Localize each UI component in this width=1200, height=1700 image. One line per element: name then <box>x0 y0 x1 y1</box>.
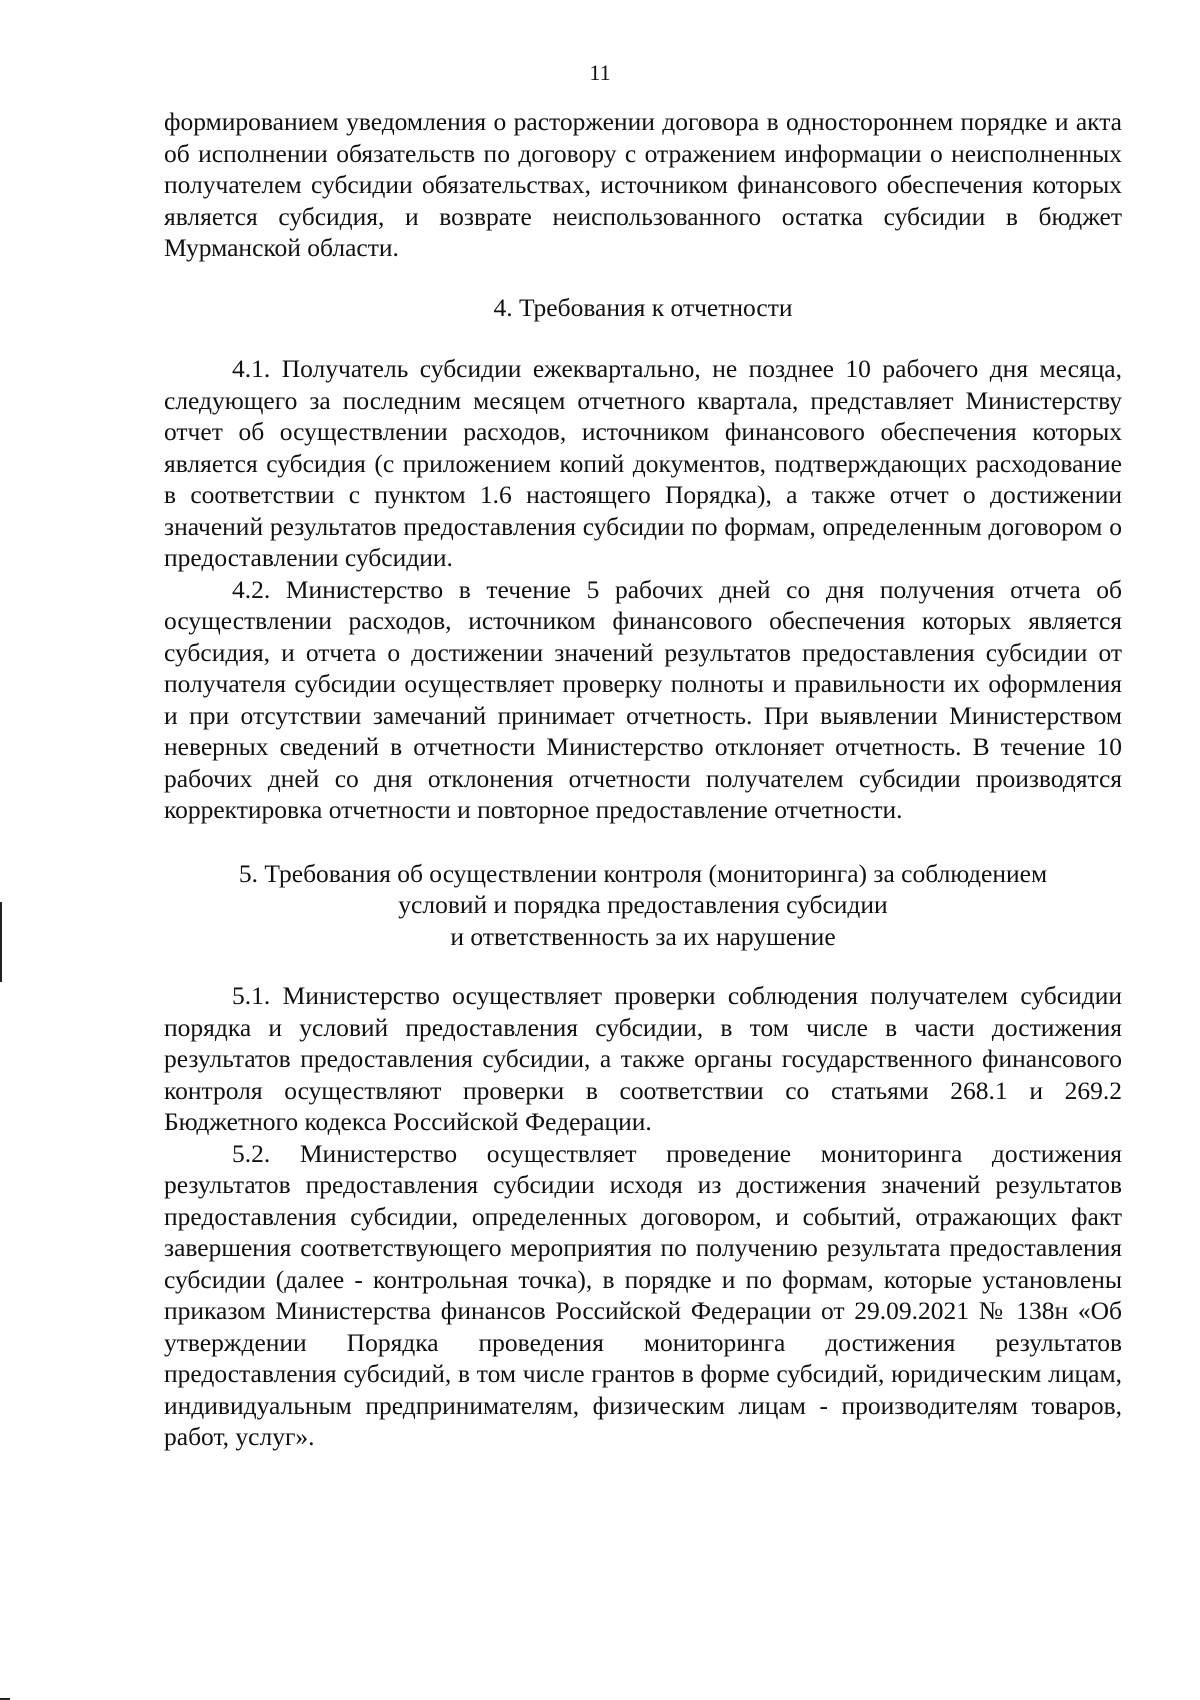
paragraph-4-2: 4.2. Министерство в течение 5 рабочих дней со дня получения отчета об осуществлении расходов, источником финансового обеспечения которых является субсидия, и отчета о достижении значений результатов предоставления субсидии от получателя субсидии осуществляет проверку полноты и правильности их оформления и при отсутствии замечаний принимает отчетность. При выявлении Министерством неверных сведений в отчетности Министерство отклоняет отчетность. В течение 10 рабочих дней со дня отклонения отчетности получателем субсидии производятся корректировка отчетности и повторное предоставление отчетности. <box>164 574 1122 824</box>
section-4-heading: 4. Требования к отчетности <box>493 292 793 322</box>
section-5-heading-line-1: 5. Требования об осуществлении контроля (мониторинга) за соблюдением <box>238 858 1048 888</box>
intro-paragraph: формированием уведомления о расторжении договора в одностороннем порядке и акта об исполнении обязательств по договору с отражением информации о неисполненных получателем субсидии обязательствах, источником финансового обеспечения которых является субсидия, и возврате неиспользованного остатка субсидии в бюджет Мурманской области. <box>164 107 1122 262</box>
section-5-heading-line-2: условий и порядка предоставления субсидии <box>398 890 888 919</box>
page-number: 11 <box>589 60 611 85</box>
document-body <box>164 106 1122 1453</box>
paragraph-5-2: 5.2. Министерство осуществляет проведение мониторинга достижения результатов предоставления субсидии исходя из достижения значений результатов предоставления субсидии, определенных договором, и событий, отражающих факт завершения соответствующего мероприятия по получению результата предоставления субсидии (далее - контрольная точка), в порядке и по формам, которые установлены приказом Министерства финансов Российской Федерации от 29.09.2021 № 138н «Об утверждении Порядка проведения мониторинга достижения результатов предоставления субсидий, в том числе грантов в форме субсидий, юридическим лицам, индивидуальным предпринимателям, физическим лицам - производителям товаров, работ, услуг». <box>164 1138 1122 1451</box>
section-5-heading-line-3: и ответственность за их нарушение <box>450 921 836 951</box>
scan-margin-mark <box>0 902 2 982</box>
paragraph-5-1: 5.1. Министерство осуществляет проверки соблюдения получателем субсидии порядка и условий предоставления субсидии, в том числе в части достижения результатов предоставления субсидии, а также органы государственного финансового контроля осуществляют проверки в соответствии со статьями 268.1 и 269.2 Бюджетного кодекса Российской Федерации. <box>164 981 1122 1136</box>
paragraph-4-1: 4.1. Получатель субсидии ежеквартально, не позднее 10 рабочего дня месяца, следующего за последним месяцем отчетного квартала, представляет Министерству отчет об осуществлении расходов, источником финансового обеспечения которых является субсидия (с приложением копий документов, подтверждающих расходование в соответствии с пунктом 1.6 настоящего Порядка), а также отчет о достижении значений результатов предоставления субсидии по формам, определенным договором о предоставлении субсидии. <box>164 354 1122 572</box>
section-5-heading <box>164 858 1122 953</box>
